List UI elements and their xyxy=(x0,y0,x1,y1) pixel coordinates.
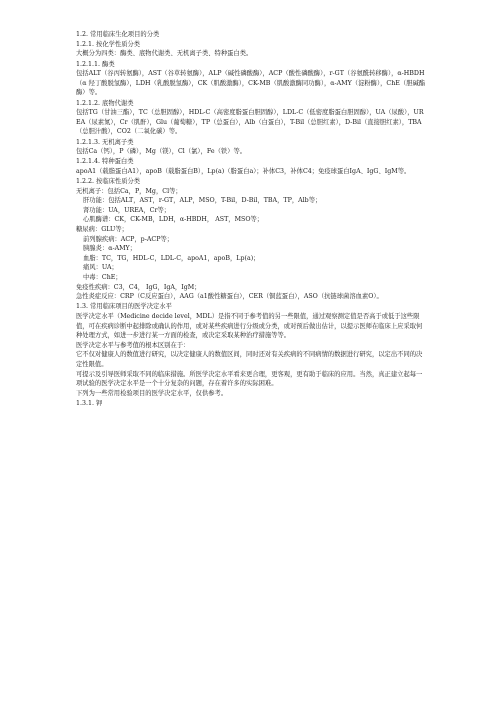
paragraph-line: 大概分为四类：酶类、底物代谢类、无机离子类、特种蛋白类。 xyxy=(76,50,253,58)
paragraph-line: apoA1（载脂蛋白A1），apoB（载脂蛋白B），Lp(a)（脂蛋白a）；补体C3，补体C4；免疫球蛋白IgA、IgG、IgM等。 xyxy=(76,167,411,175)
section-heading: 1.3.1. 钾 xyxy=(76,399,103,407)
section-heading: 1.2.1. 按化学性质分类 xyxy=(76,40,141,48)
paragraph-line: 肝功能：包括ALT，AST，r-GT，ALP，MSO，T-Bil，D-Bil，TBA，TP，Alb等； xyxy=(83,197,322,205)
section-heading: 1.2.2. 按临床性质分类 xyxy=(76,178,141,186)
paragraph-line: 急性炎症反应：CRP（C反应蛋白），AAG（a1酸性糖蛋白），CER（铜蓝蛋白），ASO（抗链球菌溶血素O）。 xyxy=(76,293,383,301)
paragraph-line: 医学决定水平（Medicine decide level，MDL）是指不同于参考值的另一些限值，通过观察测定值是否高于或低于这些限值，可在疾病诊断中起排除或确认的作用，或对某些疾病进行分级或分类，或对预后做出估计，以提示医师在临床上应采取何种处理方式，如进一步进行某一方面的检查，或决定采取某种治疗措施等等。 xyxy=(76,312,423,340)
section-heading: 1.2.1.1. 酶类 xyxy=(76,60,115,68)
section-heading: 1.3. 常用临床项目的医学决定水平 xyxy=(76,303,172,311)
paragraph-line: 包括TG（甘油三酯），TC（总胆固醇），HDL-C（高密度脂蛋白胆固醇），LDL-C（低密度脂蛋白胆固醇），UA（尿酸），UREA（尿素氮），Cr（肌酐），Glu（葡萄糖），TP（总蛋白），Alb（白蛋白），T-Bil（总胆红素），D-Bil（直接胆红素），TBA（总胆汁酸），CO2（二氧化碳）等。 xyxy=(76,109,424,136)
paragraph-line: 无机离子：包括Ca，P，Mg，Cl等； xyxy=(76,187,182,195)
document-body xyxy=(76,29,426,409)
paragraph-line: 下列为一些常用检验项目的医学决定水平，仅供参考。 xyxy=(76,389,228,397)
section-heading: 1.2.1.2. 底物代谢类 xyxy=(76,99,134,107)
paragraph-line: 可提示及引导医师采取不同的临床措施。所医学决定水平看来更合理，更客观，更有助于临床的应用。当然，真正建立起每一项试验的医学决定水平是一个十分复杂的问题，存在着许多的实际困难。 xyxy=(76,370,423,388)
paragraph-line: 血脂：TC，TG，HDL-C，LDL-C，apoA1，apoB，Lp(a)； xyxy=(83,254,260,262)
paragraph-line: 包括ALT（谷丙转氨酶），AST（谷草转氨酶），ALP（碱性磷酸酶），ACP（酸性磷酸酶），r-GT（谷氨酰转移酶），α-HBDH（α 羟丁酸脱氢酶），LDH（乳酸脱氢酶），CK（肌酸激酶），CK-MB（肌酸激酶同功酶），α-AMY（淀粉酶），ChE（胆碱酯酶）等。 xyxy=(76,70,426,97)
section-heading: 1.2.1.4. 特种蛋白类 xyxy=(76,158,134,166)
paragraph-line: 包括Ca（钙），P（磷），Mg（镁），Cl（氯），Fe（铁）等。 xyxy=(76,148,247,156)
section-heading: 1.2.1.3. 无机离子类 xyxy=(76,138,134,146)
paragraph-line: 免疫性疾病：C3，C4， IgG，IgA，IgM； xyxy=(76,283,201,291)
section-heading: 1.2. 常用临床生化项目的分类 xyxy=(76,30,160,38)
paragraph-line: 糖尿病：GLU等； xyxy=(76,226,128,234)
paragraph-line: 胰腺炎：α-AMY； xyxy=(83,245,137,253)
paragraph-line: 医学决定水平与参考值的根本区别在于： xyxy=(76,341,190,349)
paragraph-line: 前列腺疾病：ACP，p-ACP等； xyxy=(83,235,174,243)
paragraph-line: 肾功能：UA，UREA，Cr等； xyxy=(83,206,171,214)
paragraph-line: 心肌酶谱：CK，CK-MB，LDH，α-HBDH， AST，MSO等； xyxy=(83,216,264,224)
paragraph-line: 它不仅对健康人的数值进行研究，以决定健康人的数值区间，同时还对有关疾病的不同病情的数据进行研究，以定出不同的决定性限值。 xyxy=(76,351,423,368)
paragraph-line: 痛风：UA； xyxy=(83,264,118,272)
paragraph-line: 中毒：ChE； xyxy=(83,274,122,281)
